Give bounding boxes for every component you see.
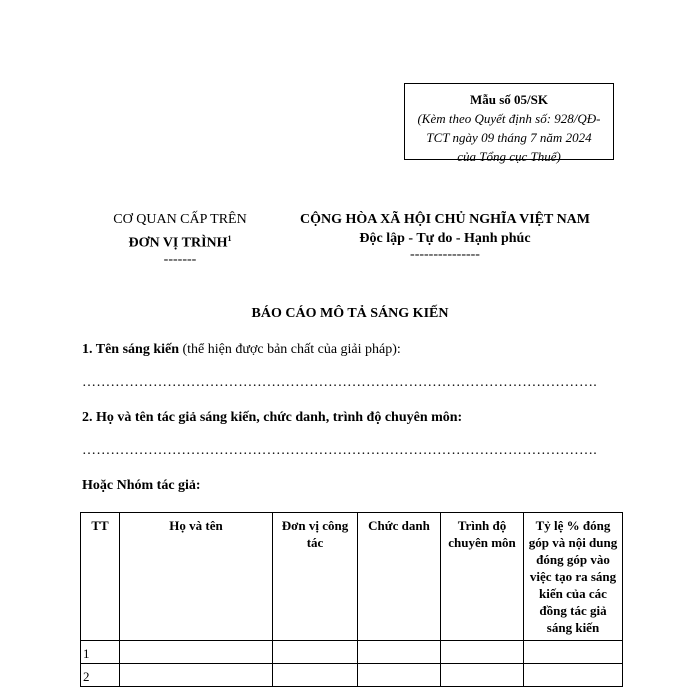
form-reference-line: (Kèm theo Quyết định số: 928/QĐ-: [417, 111, 601, 126]
table-cell[interactable]: [441, 664, 524, 687]
document-title: BÁO CÁO MÔ TẢ SÁNG KIẾN: [251, 306, 449, 321]
section-2-heading: 2. Họ và tên tác giả sáng kiến, chức danh, trình độ chuyên môn:: [82, 410, 463, 425]
section-1-note: (thể hiện được bản chất của giải pháp):: [179, 342, 401, 357]
table-cell[interactable]: [441, 641, 524, 664]
author-table: [80, 512, 623, 687]
section-1-fill-line: ……………………………………………………………………………………………….: [82, 375, 597, 390]
table-cell[interactable]: [524, 641, 623, 664]
section-1-heading: [82, 342, 401, 358]
footnote-marker: 1: [227, 234, 232, 243]
column-header-tt: TT: [81, 513, 120, 641]
national-motto: Độc lập - Tự do - Hạnh phúc: [359, 231, 531, 246]
table-cell[interactable]: [120, 664, 273, 687]
table-cell[interactable]: [358, 664, 441, 687]
table-cell[interactable]: [273, 664, 358, 687]
form-code: Mẫu số 05/SK: [469, 92, 548, 107]
national-header: [280, 210, 610, 262]
header-divider: ---------------: [410, 247, 480, 262]
table-row: [81, 664, 623, 687]
form-reference-line: TCT ngày 09 tháng 7 năm 2024: [426, 130, 592, 145]
form-code-box: [404, 83, 614, 164]
table-row: [81, 641, 623, 664]
column-header-qualification: Trình độ chuyên môn: [441, 513, 524, 641]
row-number: 2: [81, 664, 120, 687]
row-number: 1: [81, 641, 120, 664]
author-group-label: Hoặc Nhóm tác giả:: [82, 478, 201, 493]
issuing-agency-header: [90, 210, 270, 267]
section-1-label: 1. Tên sáng kiến: [82, 342, 179, 357]
section-2-fill-line: ……………………………………………………………………………………………….: [82, 443, 597, 458]
header-divider: -------: [163, 251, 197, 267]
table-cell[interactable]: [273, 641, 358, 664]
column-header-contribution: Tỷ lệ % đóng góp và nội dung đóng góp vào việc tạo ra sáng kiến của các đồng tác giả sáng kiến: [524, 513, 623, 641]
parent-agency: CƠ QUAN CẤP TRÊN: [113, 212, 247, 227]
column-header-name: Họ và tên: [120, 513, 273, 641]
country-name: CỘNG HÒA XÃ HỘI CHỦ NGHĨA VIỆT NAM: [299, 212, 590, 227]
submitting-unit-label: ĐƠN VỊ TRÌNH: [128, 235, 228, 251]
column-header-unit: Đơn vị công tác: [273, 513, 358, 641]
table-header-row: [81, 513, 623, 641]
table-cell[interactable]: [358, 641, 441, 664]
form-reference-line: của Tổng cục Thuế): [457, 149, 561, 164]
column-header-title: Chức danh: [358, 513, 441, 641]
submitting-unit: [90, 229, 270, 253]
table-cell[interactable]: [120, 641, 273, 664]
table-cell[interactable]: [524, 664, 623, 687]
